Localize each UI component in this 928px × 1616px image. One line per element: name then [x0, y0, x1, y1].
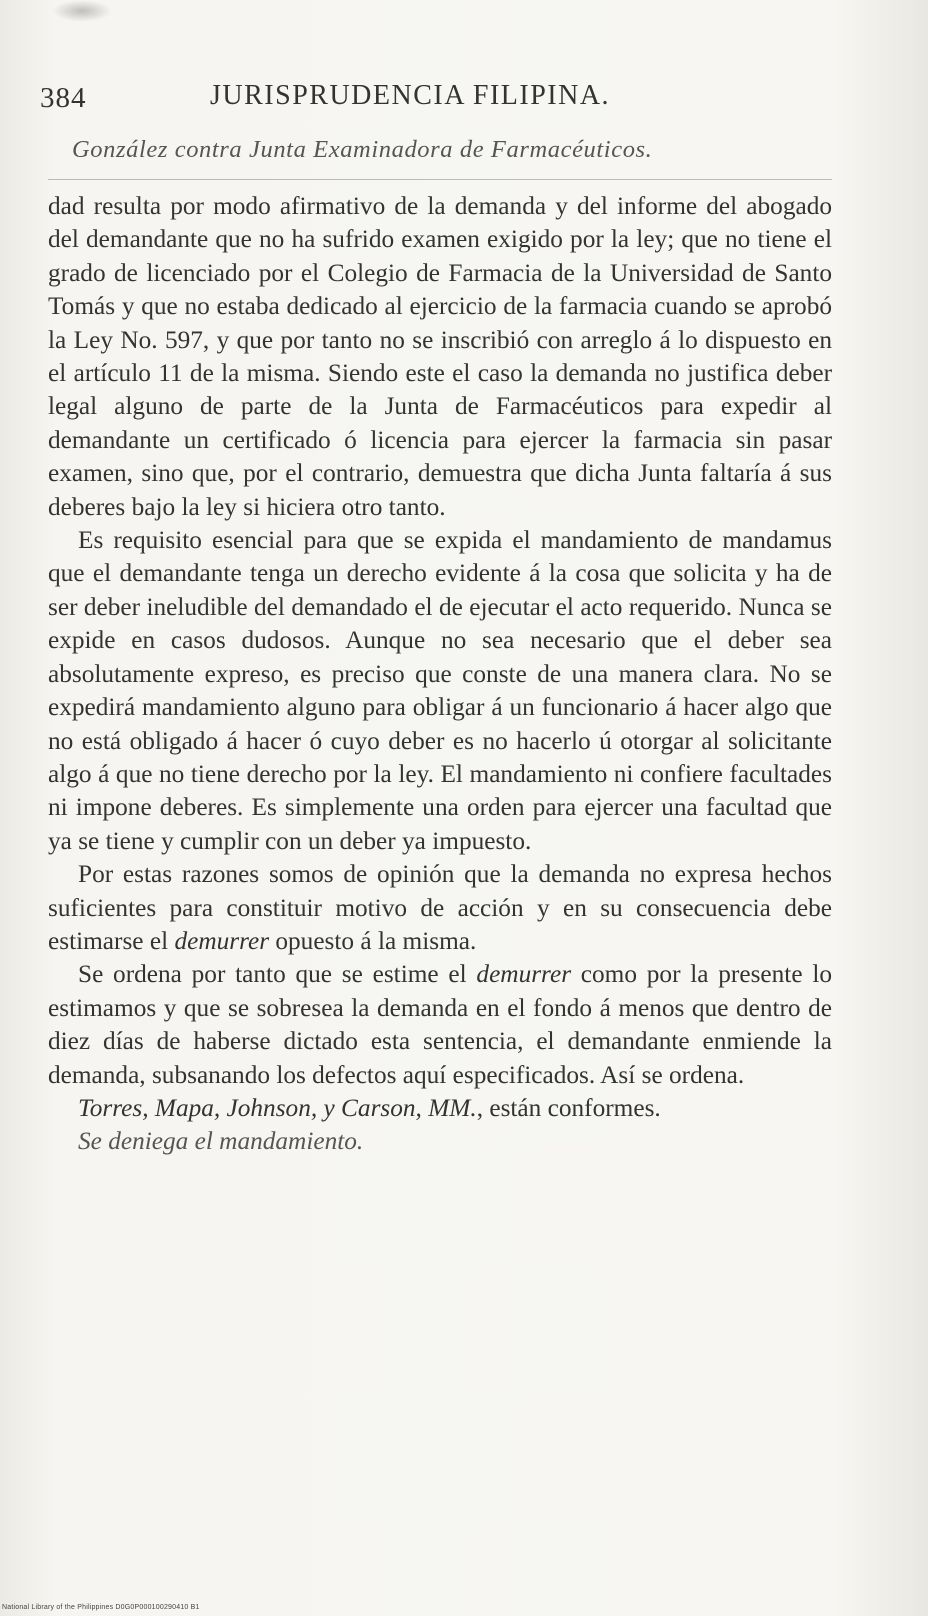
paragraph-4-text-b: como por la presente lo estimamos y que se sobresea la demanda en el fondo á menos que dentro de diez días de haberse dictado esta sentencia, el demandante enmiende la demanda, subsanando los defectos aquí especificados. Así se ordena.: [48, 960, 832, 1089]
paragraph-3: [48, 858, 832, 958]
paragraph-4-italic: demurrer: [476, 960, 572, 989]
decision-line: Se deniega el mandamiento.: [78, 1127, 364, 1156]
concur-text: , están conformes.: [476, 1093, 661, 1122]
paragraph-4-text-a: Se ordena por tanto que se estime el: [78, 960, 477, 989]
body-text: [48, 190, 832, 1159]
justices-names: Torres, Mapa, Johnson, y Carson, MM.: [78, 1093, 477, 1122]
paragraph-3-text-b: opuesto á la misma.: [269, 926, 477, 955]
scan-smudge: [52, 0, 112, 22]
signatures-line: [48, 1092, 832, 1125]
paragraph-3-text-a: Por estas razones somos de opinión que la demanda no expresa hechos suficientes para constituir motivo de acción y en su consecuencia debe estimarse el: [48, 860, 832, 955]
paragraph-2: Es requisito esencial para que se expida el mandamiento de mandamus que el demandante tenga un derecho evidente á la cosa que solicita y ha de ser deber ineludible del demandado el de ejecutar el acto requerido. Nunca se expide en casos dudosos. Aunque no sea necesario que el deber sea absolutamente expreso, es preciso que conste de una manera clara. No se expedirá mandamiento alguno para obligar á un funcionario á hacer algo que no está obligado á hacer ó cuyo deber es no hacerlo ú otorgar al solicitante algo á que no tiene derecho por la ley. El mandamiento ni confiere facultades ni impone deberes. Es simplemente una orden para ejercer una facultad que ya se tiene y cumplir con un deber ya impuesto.: [48, 526, 832, 855]
page-number: 384: [40, 82, 87, 114]
paragraph-4: [48, 958, 832, 1092]
scan-footer: National Library of the Philippines D0G0P000100290410 B1: [2, 1604, 200, 1611]
case-title: González contra Junta Examinadora de Farmacéuticos.: [72, 136, 653, 163]
header-rule: [48, 179, 832, 180]
paragraph-3-italic: demurrer: [174, 926, 270, 955]
paragraph-1: dad resulta por modo afirmativo de la demanda y del informe del abogado del demandante que no ha sufrido examen exigido por la ley; que no tiene el grado de licenciado por el Colegio de Farmacia de la Universidad de Santo Tomás y que no estaba dedicado al ejercicio de la farmacia cuando se aprobó la Ley No. 597, y que por tanto no se inscribió con arreglo á lo dispuesto en el artículo 11 de la misma. Siendo este el caso la demanda no justifica deber legal alguno de parte de la Junta de Farmacéuticos para expedir al demandante un certificado ó licencia para ejercer la farmacia sin pasar examen, sino que, por el contrario, demuestra que dicha Junta faltaría á sus deberes bajo la ley si hiciera otro tanto.: [48, 192, 832, 521]
running-title: JURISPRUDENCIA FILIPINA.: [210, 80, 611, 111]
page-header: [40, 78, 830, 118]
